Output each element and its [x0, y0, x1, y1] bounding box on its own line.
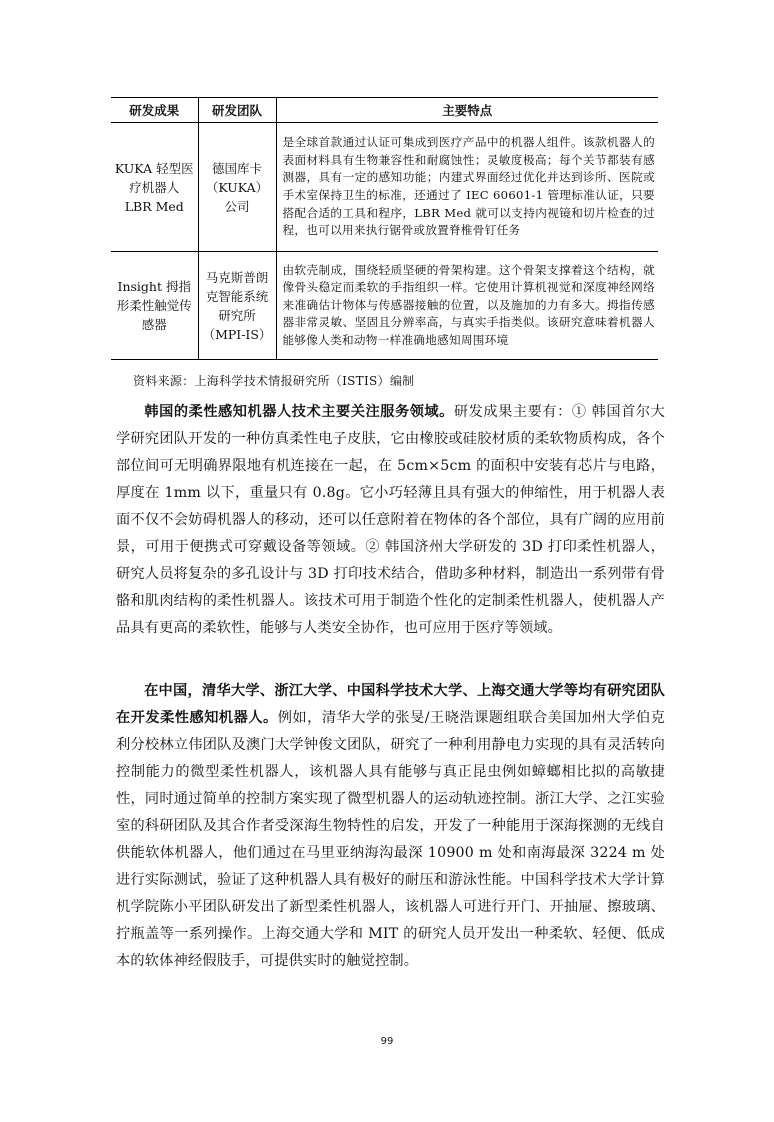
paragraph-body: 研发成果主要有：① 韩国首尔大学研究团队开发的一种仿真柔性电子皮肤，它由橡胶或硅胶材质的柔软物质构成，各个部位间可无明确界限地有机连接在一起，在 5cm×5cm 的面积中安装有芯片与电路，厚度在 1mm 以下，重量只有 0.8g。它小巧轻薄且具有强大的伸缩性，用于机器人表面不仅不会妨碍机器人的移动，还可以任意附着在物体的各个部位，具有广阔的应用前景，可用于便携式可穿戴设备等领域。② 韩国济州大学研发的 3D 打印柔性机器人，研究人员将复杂的多孔设计与 3D 打印技术结合，借助多种材料，制造出一系列带有骨骼和肌肉结构的柔性机器人。该技术可用于制造个性化的定制柔性机器人，使机器人产品具有更高的柔软性，能够与人类安全协作，也可应用于医疗等领域。 — [116, 404, 666, 636]
team-cell: 马克斯普朗克智能系统研究所（MPI-IS） — [198, 252, 276, 360]
achievement-cell: Insight 拇指形柔性触觉传感器 — [111, 252, 198, 360]
paragraph-korea — [116, 399, 665, 642]
header-team: 研发团队 — [198, 98, 276, 123]
paragraph-body: 例如，清华大学的张旻/王晓浩课题组联合美国加州大学伯克利分校林立伟团队及澳门大学钟俊文团队，研究了一种利用静电力实现的具有灵活转向控制能力的微型柔性机器人，该机器人具有能够与真正昆虫例如蟑螂相比拟的高敏捷性，同时通过简单的控制方案实现了微型机器人的运动轨迹控制。浙江大学、之江实验室的科研团队及其合作者受深海生物特性的启发，开发了一种能用于深海探测的无线自供能软体机器人，他们通过在马里亚纳海沟最深 10900 m 处和南海最深 3224 m 处进行实际测试，验证了这种机器人具有极好的耐压和游泳性能。中国科学技术大学计算机学院陈小平团队研发出了新型柔性机器人，该机器人可进行开门、开抽屉、擦玻璃、拧瓶盖等一系列操作。上海交通大学和 MIT 的研究人员开发出一种柔软、轻便、低成本的软体神经假肢手，可提供实时的触觉控制。 — [116, 710, 665, 969]
paragraph-lead: 韩国的柔性感知机器人技术主要关注服务领域。 — [144, 404, 454, 420]
features-cell: 是全球首款通过认证可集成到医疗产品中的机器人组件。该款机器人的表面材料具有生物兼容性和耐腐蚀性；灵敏度极高；每个关节都装有感测器，具有一定的感知功能；内建式界面经过优化并达到诊所、医院或手术室保持卫生的标准，还通过了 IEC 60601-1 管理标准认证，只要搭配合适的工具和程序，LBR Med 就可以支持内视镜和切片检查的过程，也可以用来执行锯骨或放置脊椎骨钉任务 — [276, 123, 658, 252]
research-table — [111, 97, 658, 360]
table-row — [111, 123, 658, 252]
table-row — [111, 252, 658, 360]
table-header-row — [111, 98, 658, 123]
header-features: 主要特点 — [276, 98, 658, 123]
features-cell: 由软壳制成，围绕轻质坚硬的骨架构建。这个骨架支撑着这个结构，就像骨头稳定而柔软的手指组织一样。它使用计算机视觉和深度神经网络来准确估计物体与传感器接触的位置，以及施加的力有多大。拇指传感器非常灵敏、坚固且分辨率高，与真实手指类似。该研究意味着机器人能够像人类和动物一样准确地感知周围环境 — [276, 252, 658, 360]
header-achievement: 研发成果 — [111, 98, 198, 123]
achievement-cell: KUKA 轻型医疗机器人 LBR Med — [111, 123, 198, 252]
table-source-note: 资料来源：上海科学技术情报研究所（ISTIS）编制 — [133, 374, 415, 388]
paragraph-lead: 在中国，清华大学、浙江大学、中国科学技术大学、上海交通大学等均有研究团队在开发柔性感知机器人。 — [116, 683, 665, 726]
team-cell: 德国库卡（KUKA）公司 — [198, 123, 276, 252]
paragraph-china — [116, 678, 665, 975]
page-number: 99 — [380, 1036, 394, 1047]
